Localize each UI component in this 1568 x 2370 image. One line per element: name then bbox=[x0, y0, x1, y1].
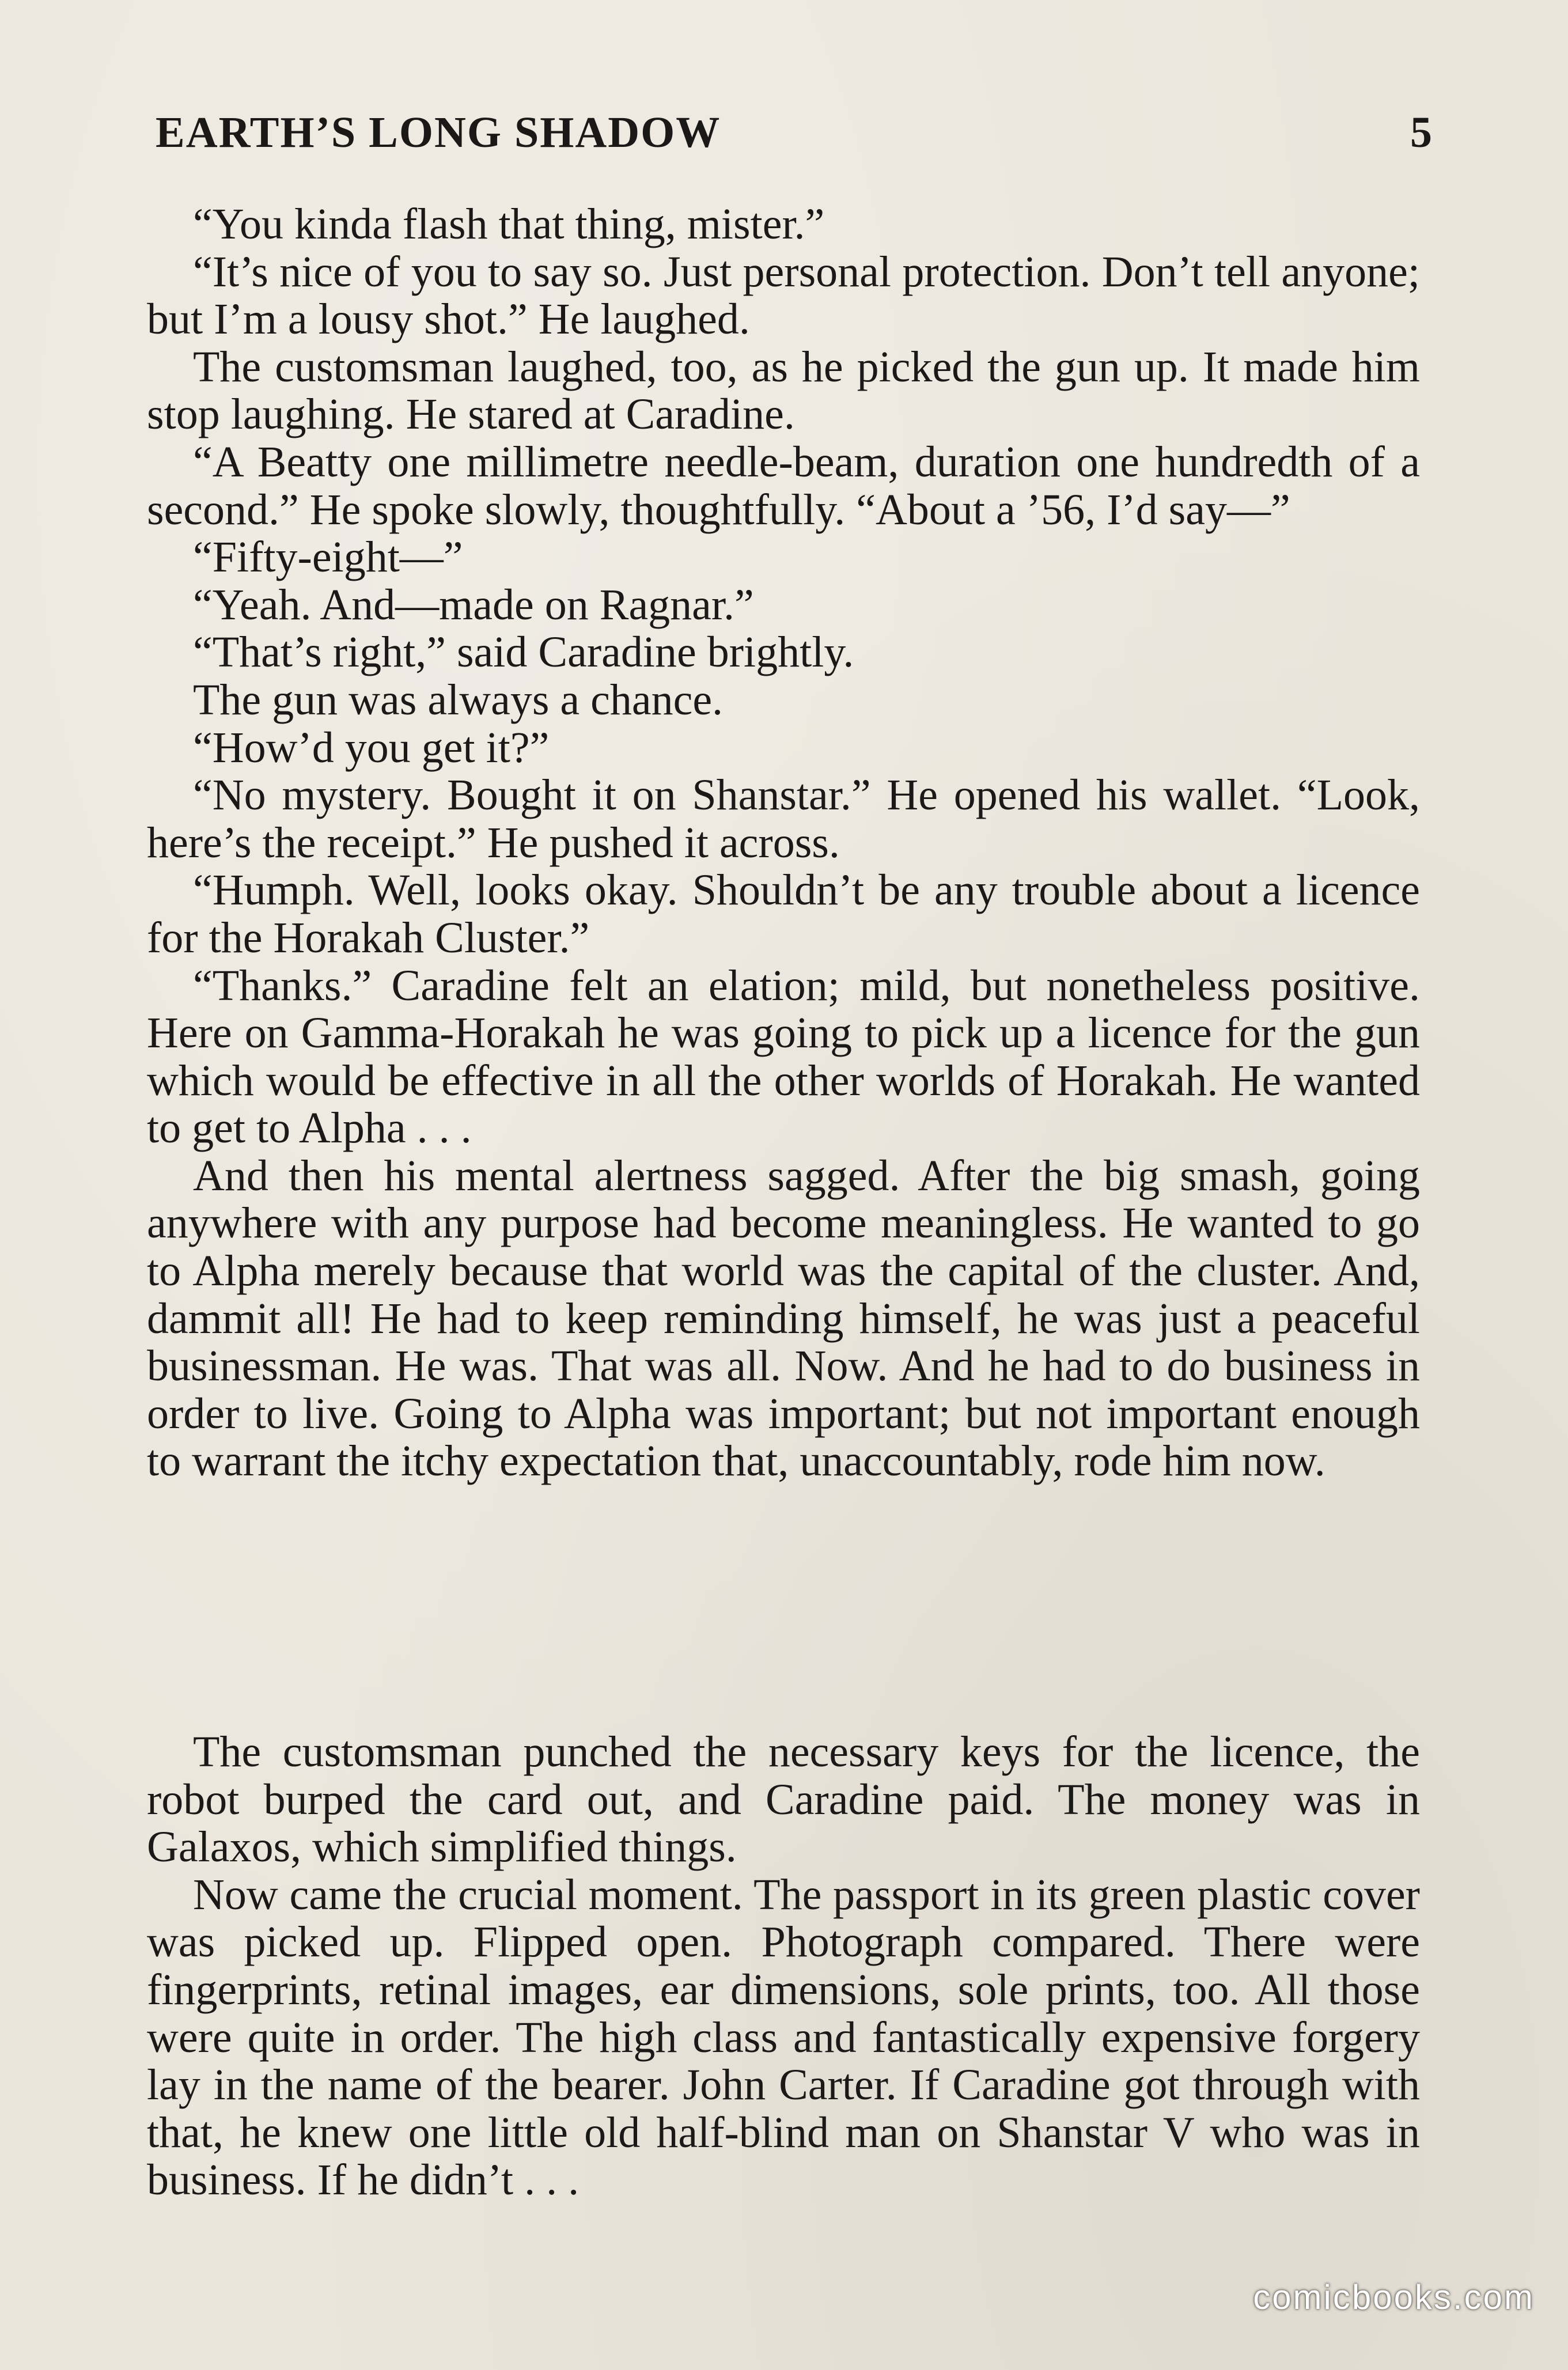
paragraph: The customsman laughed, too, as he picked the gun up. It made him stop laughing. He stared at Caradine. bbox=[147, 342, 1420, 439]
page-number: 5 bbox=[1410, 108, 1433, 157]
paragraph: “Thanks.” Caradine felt an elation; mild, but nonetheless positive. Here on Gamma-Horakah he was going to pick up a licence for the gun which would be effective in all the other worlds of Horakah. He wanted to get to Alpha . . . bbox=[147, 961, 1420, 1153]
paragraph: “It’s nice of you to say so. Just personal protection. Don’t tell anyone; but I’m a lousy shot.” He laughed. bbox=[147, 247, 1420, 344]
paragraph: The customsman punched the necessary keys for the licence, the robot burped the card out, and Caradine paid. The money was in Galaxos, which simplified things. bbox=[147, 1728, 1420, 1872]
paragraph: “You kinda flash that thing, mister.” bbox=[193, 200, 825, 248]
watermark: comicbooks.com bbox=[1253, 2278, 1535, 2316]
paragraph: “Fifty-eight—” bbox=[193, 533, 463, 582]
paragraph: “How’d you get it?” bbox=[193, 723, 550, 772]
paragraph: “A Beatty one millimetre needle-beam, duration one hundredth of a second.” He spoke slowly, thoughtfully. “About a ’56, I’d say—” bbox=[147, 437, 1420, 534]
paragraph: And then his mental alertness sagged. After the big smash, going anywhere with any purpose had become meaningless. He wanted to go to Alpha merely because that world was the capital of the cluster. And, dammit all! He had to keep reminding himself, he was just a peaceful businessman. He was. That was all. Now. And he had to do business in order to live. Going to Alpha was important; but not important enough to warrant the itchy expectation that, unaccountably, rode him now. bbox=[147, 1151, 1420, 1486]
paragraph: “Yeah. And—made on Ragnar.” bbox=[193, 580, 754, 629]
book-title: EARTH’S LONG SHADOW bbox=[156, 108, 721, 157]
paragraph: “No mystery. Bought it on Shanstar.” He opened his wallet. “Look, here’s the receipt.” He pushed it across. bbox=[147, 771, 1420, 867]
text-section-2 bbox=[147, 1728, 1420, 2204]
paragraph: “Humph. Well, looks okay. Shouldn’t be any trouble about a licence for the Horakah Cluster.” bbox=[147, 866, 1420, 962]
text-section-1 bbox=[147, 200, 1420, 1485]
paragraph: “That’s right,” said Caradine brightly. bbox=[193, 628, 854, 677]
paragraph: The gun was always a chance. bbox=[193, 675, 724, 724]
paragraph: Now came the crucial moment. The passport in its green plastic cover was picked up. Flipped open. Photograph compared. There were fingerprints, retinal images, ear dimensions, sole prints, too. All those were quite in order. The high class and fantastically expensive forgery lay in the name of the bearer. John Carter. If Caradine got through with that, he knew one little old half-blind man on Shanstar V who was in business. If he didn’t . . . bbox=[147, 1870, 1420, 2205]
running-head bbox=[156, 101, 1433, 164]
